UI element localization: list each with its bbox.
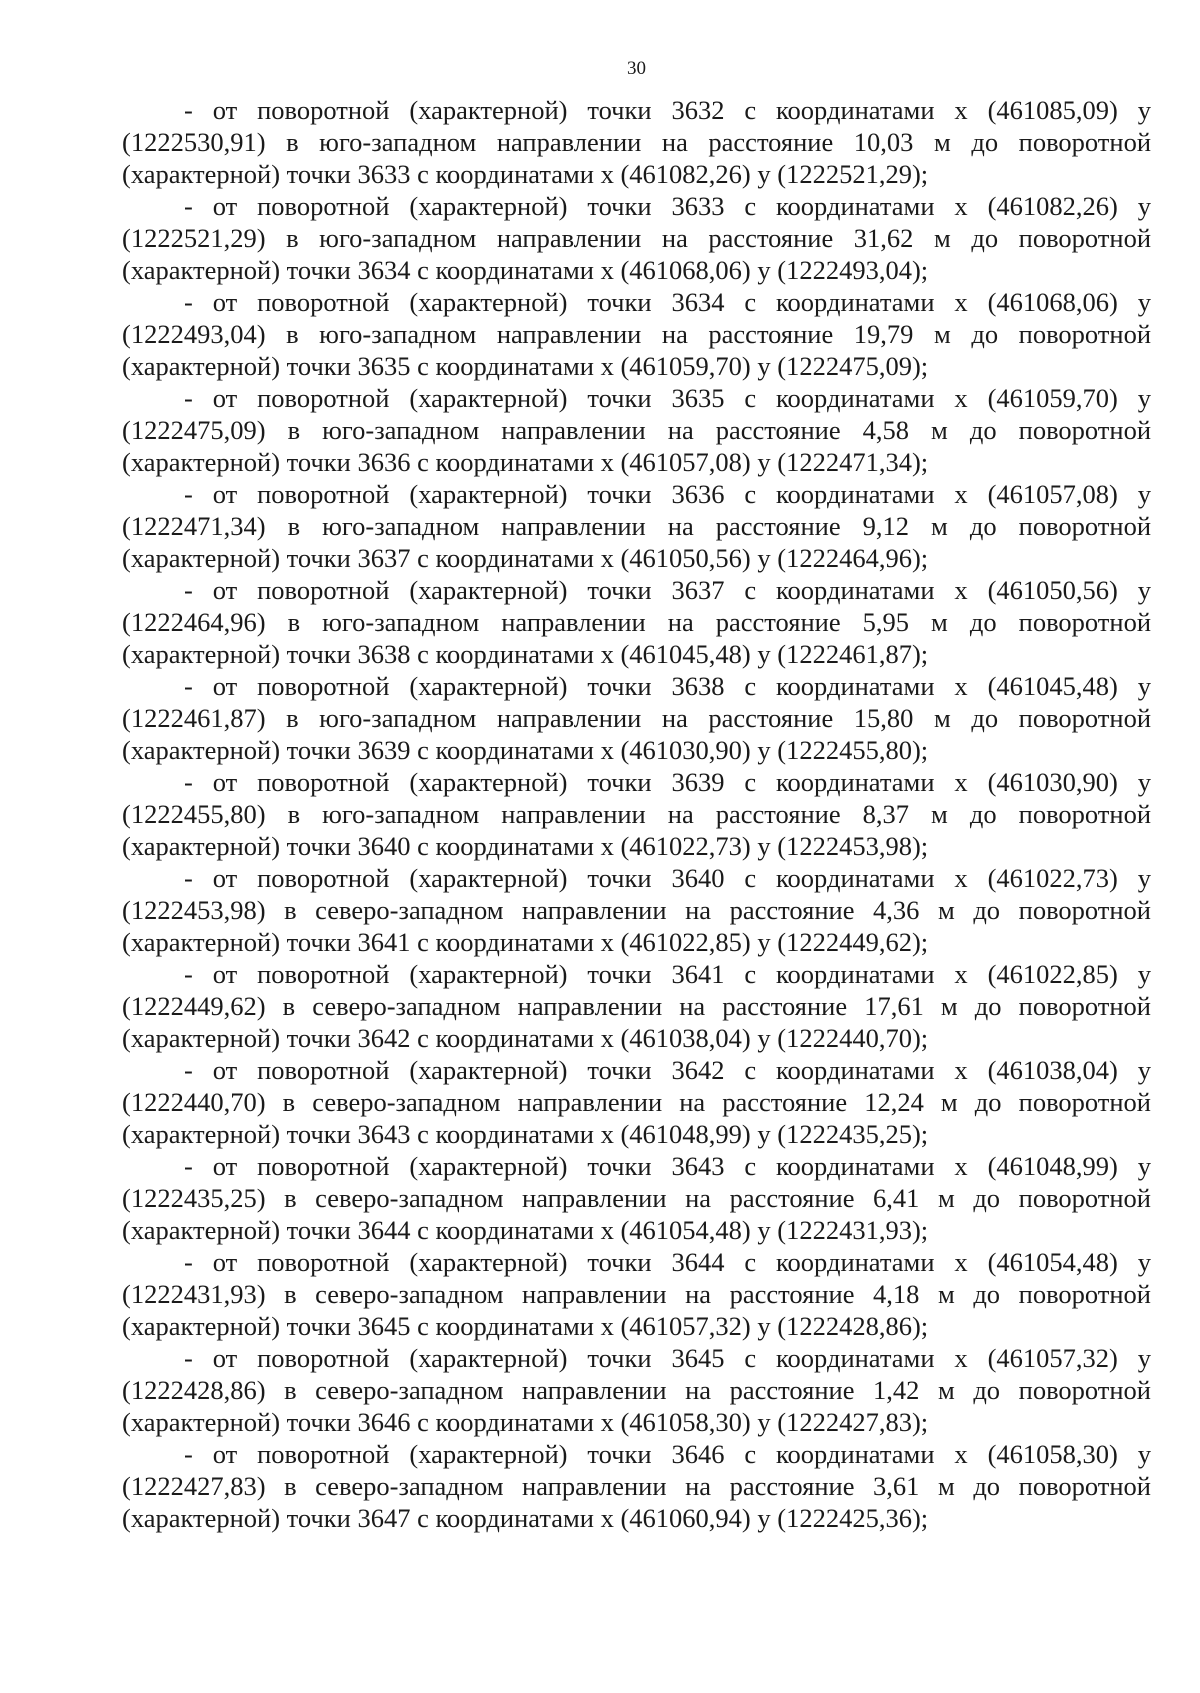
page-number: 30 xyxy=(627,58,646,79)
boundary-segment-3639-3640: - от поворотной (характерной) точки 3639 с координатами х (461030,90) у (1222455,80) в юго-западном направлении на расстояние 8,37 м до поворотной (характерной) точки 3640 с координатами х (461022,73) у (1222453,98); xyxy=(122,767,1151,861)
boundary-segment-3633-3634: - от поворотной (характерной) точки 3633 с координатами х (461082,26) у (1222521,29) в юго-западном направлении на расстояние 31,62 м до поворотной (характерной) точки 3634 с координатами х (461068,06) у (1222493,04); xyxy=(122,191,1151,285)
boundary-segment-3646-3647: - от поворотной (характерной) точки 3646 с координатами х (461058,30) у (1222427,83) в северо-западном направлении на расстояние 3,61 м до поворотной (характерной) точки 3647 с координатами х (461060,94) у (1222425,36); xyxy=(122,1439,1151,1533)
boundary-segment-3640-3641: - от поворотной (характерной) точки 3640 с координатами х (461022,73) у (1222453,98) в северо-западном направлении на расстояние 4,36 м до поворотной (характерной) точки 3641 с координатами х (461022,85) у (1222449,62); xyxy=(122,863,1151,957)
boundary-segment-3644-3645: - от поворотной (характерной) точки 3644 с координатами х (461054,48) у (1222431,93) в северо-западном направлении на расстояние 4,18 м до поворотной (характерной) точки 3645 с координатами х (461057,32) у (1222428,86); xyxy=(122,1247,1151,1341)
boundary-segment-3645-3646: - от поворотной (характерной) точки 3645 с координатами х (461057,32) у (1222428,86) в северо-западном направлении на расстояние 1,42 м до поворотной (характерной) точки 3646 с координатами х (461058,30) у (1222427,83); xyxy=(122,1343,1151,1437)
boundary-segment-3632-3633: - от поворотной (характерной) точки 3632 с координатами х (461085,09) у (1222530,91) в юго-западном направлении на расстояние 10,03 м до поворотной (характерной) точки 3633 с координатами х (461082,26) у (1222521,29); xyxy=(122,95,1151,189)
boundary-segment-3642-3643: - от поворотной (характерной) точки 3642 с координатами х (461038,04) у (1222440,70) в северо-западном направлении на расстояние 12,24 м до поворотной (характерной) точки 3643 с координатами х (461048,99) у (1222435,25); xyxy=(122,1055,1151,1149)
boundary-segment-3637-3638: - от поворотной (характерной) точки 3637 с координатами х (461050,56) у (1222464,96) в юго-западном направлении на расстояние 5,95 м до поворотной (характерной) точки 3638 с координатами х (461045,48) у (1222461,87); xyxy=(122,575,1151,669)
boundary-segment-3636-3637: - от поворотной (характерной) точки 3636 с координатами х (461057,08) у (1222471,34) в юго-западном направлении на расстояние 9,12 м до поворотной (характерной) точки 3637 с координатами х (461050,56) у (1222464,96); xyxy=(122,479,1151,573)
boundary-segment-3638-3639: - от поворотной (характерной) точки 3638 с координатами х (461045,48) у (1222461,87) в юго-западном направлении на расстояние 15,80 м до поворотной (характерной) точки 3639 с координатами х (461030,90) у (1222455,80); xyxy=(122,671,1151,765)
boundary-segment-3641-3642: - от поворотной (характерной) точки 3641 с координатами х (461022,85) у (1222449,62) в северо-западном направлении на расстояние 17,61 м до поворотной (характерной) точки 3642 с координатами х (461038,04) у (1222440,70); xyxy=(122,959,1151,1053)
boundary-segment-3634-3635: - от поворотной (характерной) точки 3634 с координатами х (461068,06) у (1222493,04) в юго-западном направлении на расстояние 19,79 м до поворотной (характерной) точки 3635 с координатами х (461059,70) у (1222475,09); xyxy=(122,287,1151,381)
boundary-description xyxy=(122,94,1151,1534)
boundary-segment-3643-3644: - от поворотной (характерной) точки 3643 с координатами х (461048,99) у (1222435,25) в северо-западном направлении на расстояние 6,41 м до поворотной (характерной) точки 3644 с координатами х (461054,48) у (1222431,93); xyxy=(122,1151,1151,1245)
boundary-segment-3635-3636: - от поворотной (характерной) точки 3635 с координатами х (461059,70) у (1222475,09) в юго-западном направлении на расстояние 4,58 м до поворотной (характерной) точки 3636 с координатами х (461057,08) у (1222471,34); xyxy=(122,383,1151,477)
